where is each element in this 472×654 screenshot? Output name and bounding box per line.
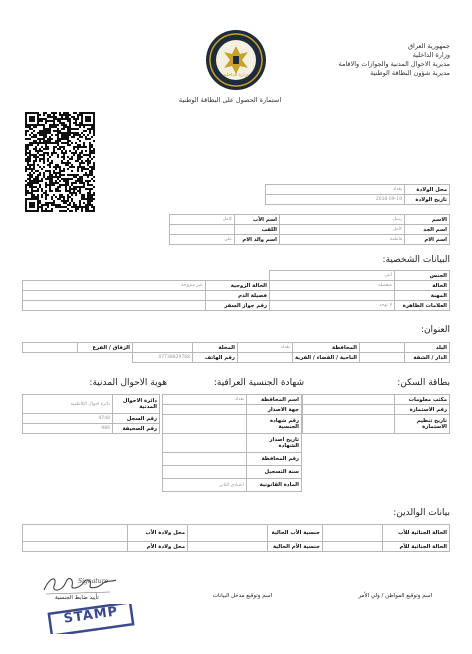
issuer-label: جهة الاصدار [247, 405, 302, 415]
table-row [163, 453, 302, 466]
entry-signature-label: اسم وتوقيع مدخل البيانات [212, 593, 272, 599]
stamp-text: STAMP [62, 604, 120, 627]
surname-value [170, 225, 235, 235]
mother-criminal-value [323, 542, 383, 552]
table-row [23, 353, 450, 363]
page-number-label: رقم الصحيفة [113, 424, 160, 434]
birth-table [265, 184, 450, 205]
form-title: استمارة الحصول على البطاقة الوطنية [178, 96, 282, 104]
country-label: البلد [405, 343, 450, 353]
governorate-value: بغداد [237, 343, 292, 353]
form-date-label: تاريخ تنظيم الاستمارة [395, 415, 450, 434]
mother-name-label: اسم الام [405, 235, 450, 245]
surname-label: اللقب [235, 225, 280, 235]
reg-year-value [163, 466, 247, 479]
alley-value [23, 343, 78, 353]
phone-label: رقم الهاتف [192, 353, 237, 363]
civil-office-value: دائرة احوال الكاظمية [23, 395, 113, 414]
status-label: الحالة [395, 281, 450, 291]
legal-article-value: اعتيادي الثاني [163, 479, 247, 492]
names-table [22, 214, 450, 245]
legal-article-label: المادة القانونية [247, 479, 302, 492]
page-number-value: 986 [23, 424, 113, 434]
phone-value: 07738829768 [132, 353, 192, 363]
birth-place-value: بغداد [266, 185, 405, 195]
marital-label: الحالة الزوجية [205, 281, 270, 291]
passport-value [23, 301, 206, 311]
mother-father-value: علي [170, 235, 235, 245]
civil-table [22, 394, 160, 434]
nationality-section-title: شهادة الجنسية العراقية: [213, 378, 304, 388]
blood-type-label: فصيلة الدم [205, 291, 270, 301]
nat-governorate-value: بغداد [163, 395, 247, 405]
personal-table [22, 270, 450, 311]
form-number-value [303, 405, 395, 415]
table-row [266, 195, 450, 205]
subdistrict-value [237, 353, 292, 363]
qr-code-icon [25, 112, 95, 212]
father-birthplace-value [23, 525, 128, 542]
profession-value [270, 291, 395, 301]
table-row [303, 415, 450, 434]
table-row [163, 405, 302, 415]
housing-section-title: بطاقة السكن: [397, 378, 450, 388]
father-criminal-value [323, 525, 383, 542]
gov-number-label: رقم المحافظة [247, 453, 302, 466]
marital-value: غير متزوجة [23, 281, 206, 291]
country-value [360, 343, 405, 353]
form-date-value [303, 415, 395, 434]
marks-value: لا توجد [270, 301, 395, 311]
table-row [163, 479, 302, 492]
empty-value [23, 353, 78, 363]
empty-label [77, 353, 132, 363]
header-line: مديرية الاحوال المدنية والجوازات والاقامة [338, 60, 450, 68]
mother-father-label: اسم والد الام [235, 235, 280, 245]
father-criminal-label: الحالة الجنائية للأب [383, 525, 450, 542]
header-line: مديرية شؤون البطاقة الوطنية [370, 69, 450, 77]
mother-criminal-label: الحالة الجنائية للأم [383, 542, 450, 552]
citizen-signature-label: اسم وتوقيع المواطن / ولي الأمر [358, 593, 432, 599]
table-row [23, 235, 450, 245]
address-table [22, 342, 450, 363]
info-office-label: مكتب معلومات [395, 395, 450, 405]
table-row [163, 434, 302, 453]
table-row [23, 525, 450, 542]
table-row [163, 466, 302, 479]
father-nationality-value [188, 525, 268, 542]
nationality-table [162, 394, 302, 492]
father-birthplace-label: محل ولادة الأب [128, 525, 188, 542]
governorate-label: المحافظة [292, 343, 359, 353]
officer-signature-label: تأييد ضابط الجنسية [55, 595, 99, 601]
mother-nationality-label: جنسية الأم الحالية [268, 542, 323, 552]
civil-office-label: دائرة الاحوال المدنية [113, 395, 160, 414]
table-row [23, 215, 450, 225]
personal-section-title: البيانات الشخصية: [382, 255, 450, 265]
header-line: وزارة الداخلية [412, 51, 450, 59]
cert-number-value [163, 415, 247, 434]
birth-place-label: محل الولادة [405, 185, 450, 195]
subdistrict-label: الناحية / القضاء / القرية [292, 353, 359, 363]
table-row [163, 395, 302, 405]
table-row [23, 414, 160, 424]
gender-value: أنثى [270, 271, 395, 281]
cert-date-label: تاريخ اصدار الشهادة [247, 434, 302, 453]
table-row [23, 225, 450, 235]
emblem-text: وزارة الداخلية [223, 73, 249, 78]
house-label: الدار / الشقة [405, 353, 450, 363]
nat-governorate-label: اسم المحافظة [247, 395, 302, 405]
table-row [23, 395, 160, 414]
info-office-value [303, 395, 395, 405]
cert-date-value [163, 434, 247, 453]
record-number-label: رقم السجل [113, 414, 160, 424]
house-value [360, 353, 405, 363]
parents-section-title: بيانات الوالدين: [393, 508, 450, 518]
table-row [23, 291, 450, 301]
table-row [23, 281, 450, 291]
name-value: رسل [280, 215, 405, 225]
birth-date-label: تاريخ الولادة [405, 195, 450, 205]
address-section-title: العنوان: [420, 325, 450, 335]
parents-table [22, 524, 450, 552]
reg-year-label: سنة التسجيل [247, 466, 302, 479]
civil-section-title: هوية الاحوال المدنية: [89, 378, 167, 388]
father-name-label: اسم الأب [235, 215, 280, 225]
table-row [23, 301, 450, 311]
empty-label [205, 271, 270, 281]
empty-value [23, 271, 206, 281]
table-row [266, 185, 450, 195]
record-number-value: 4748 [23, 414, 113, 424]
table-row [163, 415, 302, 434]
gender-label: الجنس [395, 271, 450, 281]
mother-birthplace-value [23, 542, 128, 552]
passport-label: رقم جواز السفر [205, 301, 270, 311]
district-value [132, 343, 192, 353]
signature-word: Signature [78, 578, 109, 585]
table-row [23, 424, 160, 434]
header-line: جمهورية العراق [408, 42, 450, 50]
father-nationality-label: جنسية الأب الحالية [268, 525, 323, 542]
mother-nationality-value [188, 542, 268, 552]
status-value: منفصلة [270, 281, 395, 291]
blood-type-value [23, 291, 206, 301]
alley-label: الزقاق / الفرع [77, 343, 132, 353]
table-row [303, 405, 450, 415]
table-row [303, 395, 450, 405]
ministry-emblem-icon [204, 28, 268, 92]
issuer-value [163, 405, 247, 415]
table-row [23, 542, 450, 552]
form-number-label: رقم الاستمارة [395, 405, 450, 415]
header-authority [270, 42, 450, 78]
grandfather-value: كامل [280, 225, 405, 235]
cert-number-label: رقم شهادة الجنسية [247, 415, 302, 434]
grandfather-label: اسم الجد [405, 225, 450, 235]
name-label: الاسم [405, 215, 450, 225]
marks-label: العلامات الظاهرة [395, 301, 450, 311]
district-label: المحلة [192, 343, 237, 353]
profession-label: المهنة [395, 291, 450, 301]
mother-birthplace-label: محل ولادة الأم [128, 542, 188, 552]
mother-name-value: فاطمة [280, 235, 405, 245]
table-row [23, 271, 450, 281]
housing-table [302, 394, 450, 434]
table-row [23, 343, 450, 353]
gov-number-value [163, 453, 247, 466]
father-name-value: كامل [170, 215, 235, 225]
birth-date-value: 2018-09-19 [266, 195, 405, 205]
